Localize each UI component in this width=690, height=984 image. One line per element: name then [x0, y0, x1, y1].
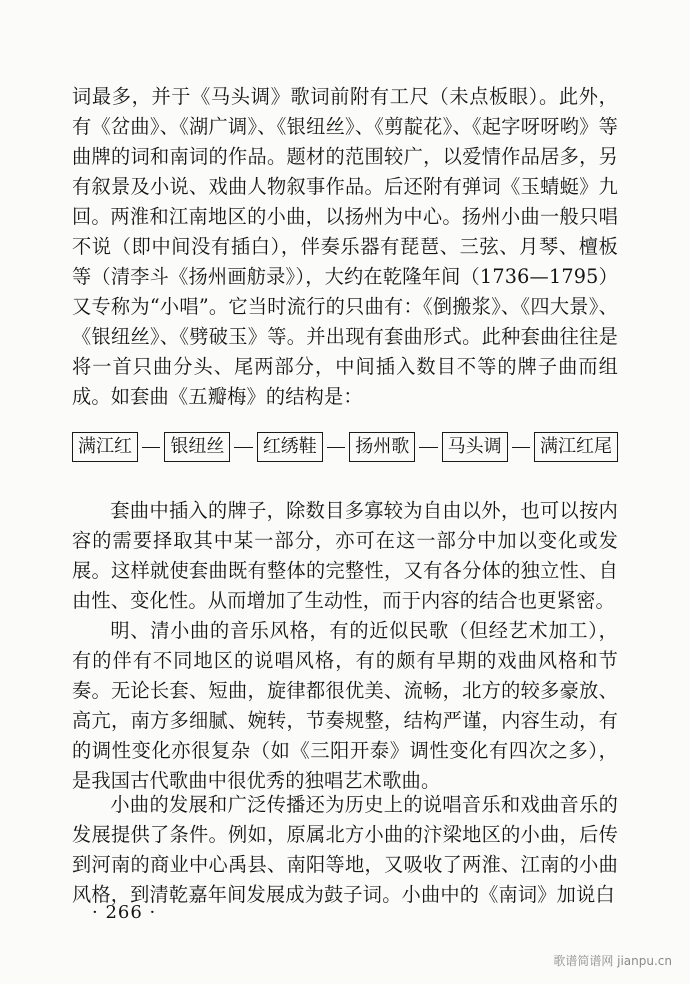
- suite-part-5: 马头调: [442, 432, 508, 462]
- connector-line: [512, 447, 530, 448]
- paragraph-1: 词最多，并于《马头调》歌词前附有工尺（未点板眼）。此外，有《岔曲》、《湖广调》、《银纽丝》、《剪靛花》、《起字呀呀哟》等曲牌的词和南词的作品。题材的范围较广，以爱情作品居多，另有叙景及小说、戏曲人物叙事作品。后还附有弹词《玉蜻蜓》九回。: [72, 85, 618, 228]
- paragraph-3: 套曲中插入的牌子，除数目多寡较为自由以外，也可以按内容的需要择取其中某一部分，亦可在这一部分中加以变化或发展。这样就使套曲既有整体的完整性，又有各分体的独立性、自由性、变化性。从而增加了生动性，而于内容的结合也更紧密。: [72, 499, 618, 612]
- suite-part-3: 红绣鞋: [257, 432, 323, 462]
- connector-line: [419, 447, 437, 448]
- connector-line: [142, 447, 160, 448]
- suite-part-1: 满江红: [72, 432, 138, 462]
- suite-part-4: 扬州歌: [349, 432, 415, 462]
- suite-part-2: 银纽丝: [164, 432, 230, 462]
- paragraph-2: 两淮和江南地区的小曲，以扬州为中心。扬州小曲一般只唱不说（即中间没有插白），伴奏乐器有琵琶、三弦、月琴、檀板等（清李斗《扬州画舫录》），大约在乾隆年间（1736—1795）又专称为“小唱”。它当时流行的只曲有：《倒搬浆》、《四大景》、《银纽丝》、《劈破玉》等。并出现有套曲形式。此种套曲往往是将一首只曲分头、尾两部分，中间插入数目不等的牌子曲而组成。如套曲《五瓣梅》的结构是：: [72, 205, 618, 408]
- connector-line: [327, 447, 345, 448]
- page-number: · 266 ·: [92, 902, 157, 923]
- watermark: 歌谱简谱网 jianpu.cn: [553, 954, 672, 968]
- suite-part-6: 满江红尾: [534, 432, 618, 462]
- connector-line: [234, 447, 252, 448]
- paragraph-5: 小曲的发展和广泛传播还为历史上的说唱音乐和戏曲音乐的发展提供了条件。例如，原属北方小曲的汴梁地区的小曲，后传到河南的商业中心禹县、南阳等地，又吸收了两淮、江南的小曲风格，到清乾嘉年间发展成为鼓子词。小曲中的《南词》加说白: [72, 793, 618, 906]
- suite-structure-diagram: [72, 432, 618, 462]
- paragraph-4: 明、清小曲的音乐风格，有的近似民歌（但经艺术加工），有的伴有不同地区的说唱风格，有的颇有早期的戏曲风格和节奏。无论长套、短曲，旋律都很优美、流畅，北方的较多豪放、高亢，南方多细腻、婉转，节奏规整，结构严谨，内容生动，有的调性变化亦很复杂（如《三阳开泰》调性变化有四次之多），是我国古代歌曲中很优秀的独唱艺术歌曲。: [72, 619, 618, 792]
